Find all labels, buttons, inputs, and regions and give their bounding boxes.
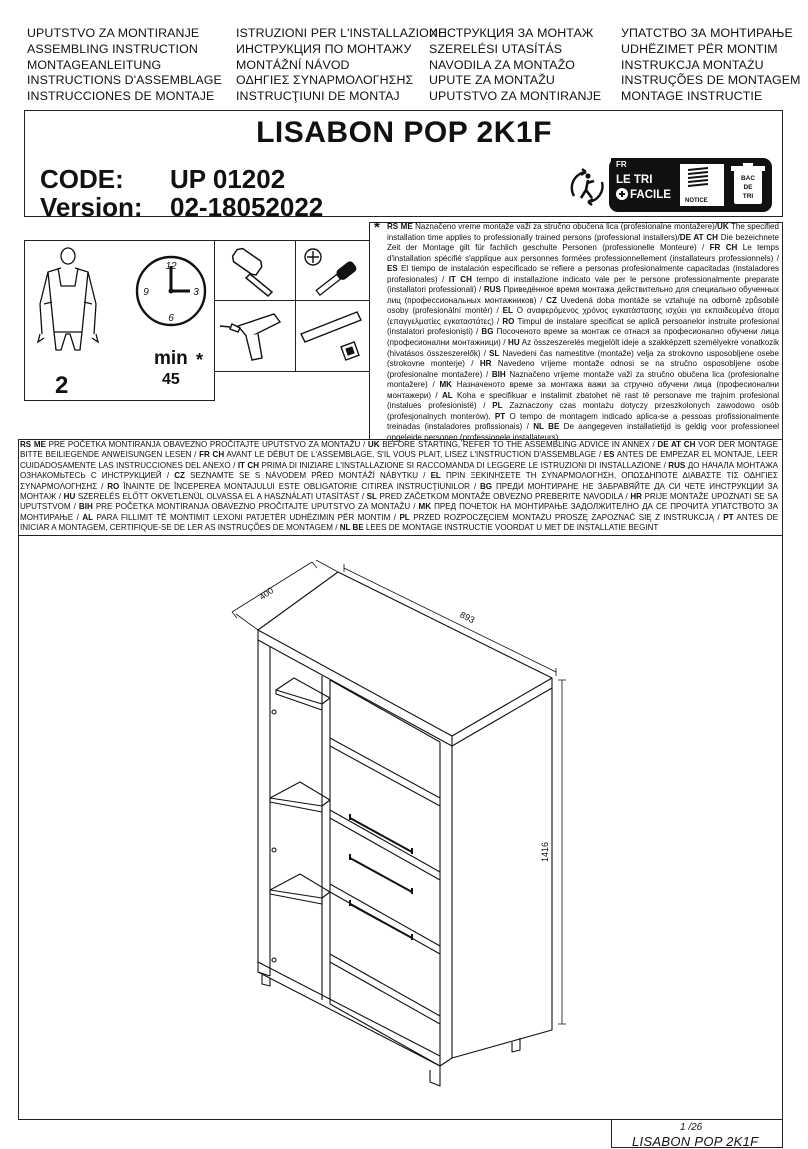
header-col-2 (236, 26, 446, 105)
level-icon (299, 304, 367, 368)
time-note-text: Naznačeno vreme montaže važi za stručno obučena lica (profesionalne montažere)/ (412, 222, 718, 231)
header-line: ASSEMBLING INSTRUCTION (27, 41, 198, 56)
lang-tag: ES (603, 450, 615, 460)
time-note-star: * (374, 219, 380, 236)
time-note-text: Naznačeno vrijeme montaže važi za stručno obučena lica (profesionalne montažere) / (387, 369, 779, 390)
advice-text: PRE POČETKA MONTIRANJA OBAVEZNO PROČITAJTE UPUTSTVO ZA MONTAŽU / (92, 502, 419, 512)
lang-tag: AL (82, 512, 94, 522)
width-dimension: 893 (458, 609, 477, 626)
advice-text: LEES DE MONTAGE INSTRUCTIE VOORDAT U MET DE INSTALLATIE BEGINT (363, 523, 659, 533)
lang-tag: RO (107, 481, 120, 491)
lang-tag: CZ (546, 295, 557, 305)
advice-text: PRED ZAČETKOM MONTAŽE OBVEZNO PREBERITE NAVODILA / (376, 492, 631, 502)
header-line: MONTAGE INSTRUCTIE (621, 89, 763, 104)
advice-text: PRZED ROZPOCZĘCIEM MONTAŻU PROSZĘ ZAPOZNAĆ SIĘ Z INSTRUKCJĄ / (409, 512, 724, 522)
header-line: ИНСТРУКЦИЯ ЗА МОНТАЖ (429, 26, 594, 40)
cabinet-drawing (200, 560, 600, 1120)
advice-text: PARA FILLIMIT TË MONTIMIT LEXONI PATJETËR UDHËZIMIN PËR MONTIM / (93, 512, 400, 522)
lang-tag: UK (367, 440, 380, 449)
lang-tag: SL (366, 492, 377, 502)
header-line: UPUTE ZA MONTAŽU (429, 73, 555, 88)
header-line: MONTAGEANLEITUNG (27, 57, 162, 72)
footer-product-name: LISABON POP 2K1F (632, 1134, 759, 1149)
advice-text: VOR DER MONTAGE BITTE BEILIEGENDE ANWEISUNGEN LESEN / (20, 440, 778, 460)
time-note-text: Koha e specifikuar e instalimit zbatohet në rast të personave me trajnim profesional (instalues profesionistë) / (387, 390, 779, 411)
time-note-text: Die bezeichnete Zeit der Montage gilt für fachlich geschulte Personen (professionelle Monteure) / (387, 232, 779, 253)
header-col-3 (429, 26, 601, 105)
bin-text: DE (743, 184, 753, 191)
lang-tag: DE AT CH (657, 440, 696, 449)
lang-tag: EL (502, 306, 513, 316)
lang-tag: AL (441, 390, 453, 400)
lang-tag: PT (494, 411, 506, 421)
lang-tag: IT CH (237, 460, 260, 470)
bin-text: BAC (740, 175, 756, 182)
header-line: УПАТСТВО ЗА МОНТИРАЊЕ (621, 26, 793, 40)
product-title: LISABON POP 2K1F (256, 116, 552, 149)
advice-text: PRIMA DI INIZIARE L'INSTALLAZIONE SI RACCOMANDA DI LEGGERE LE ISTRUZIONI DI INSTALLAZIONE / (259, 460, 669, 470)
advice-text: PRIJE MONTAŽE UPOZNATI SE SA UPUTSTVOM / (20, 492, 778, 512)
lang-tag: HR (630, 492, 642, 502)
clock-number: 9 (143, 287, 149, 298)
advice-text: SZERELÉS ELŐTT OKVETLENÜL OLVASSA EL A HASZNÁLATI UTASÍTÁST / (75, 492, 367, 502)
time-note-text: Navedeno vrijeme montaže odnosi se na stručno osposobljene osobe (profesionalne montažere) / (387, 359, 779, 379)
time-note-text: Zaznaczony czas montażu dotyczy przeszkolonych zawodowo osób (profesjonalnych monterów). (387, 401, 780, 421)
lang-tag: BIH (491, 369, 506, 379)
time-note-text: De aangegeven installatietijd is geldig voor professioneel opgeleide personen (professionele installateurs). (387, 422, 779, 442)
lang-tag: HU (63, 492, 76, 502)
time-note-text: Az összeszerelés megjelölt ideje a szakképzett személyekre vonatkozik (hivatásos összeszerelők) / (387, 338, 780, 358)
time-note-text: Посоченото време за монтаж се отнася за професионално обучени лица (професионални монтажници) / (387, 327, 779, 348)
lang-tag: BG (481, 327, 494, 337)
clock-number: 3 (193, 287, 199, 298)
triman-notice: NOTICE (685, 198, 708, 204)
lang-tag: BG (479, 481, 493, 491)
lang-tag: HR (479, 359, 492, 369)
lang-tag: MK (418, 502, 432, 512)
lang-tag: SL (489, 348, 500, 358)
header-line: SZERELÉSI UTASÍTÁS (429, 41, 563, 56)
bin-text: TRI (742, 193, 754, 200)
lang-tag: UK (717, 222, 729, 231)
version-label: Version: (40, 192, 143, 222)
lang-tag: NL BE (533, 422, 560, 432)
advice-text: ANTES DE EMPEZAR EL MONTAJE, LEER CUIDADOSAMENTE LAS INSTRUCCIONES DEL ANEXO / (20, 450, 778, 470)
lang-tag: PL (399, 512, 410, 522)
header-line: INSTRUCŢIUNI DE MONTAJ (236, 89, 400, 104)
triman-logo (566, 156, 774, 214)
lang-tag: DE AT CH (679, 232, 718, 242)
code-label: CODE: (40, 164, 124, 194)
header-line: UPUTSTVO ZA MONTIRANJE (27, 26, 200, 40)
lang-tag: ES (387, 264, 398, 274)
advice-text: ÎNAINTE DE ÎNCEPEREA MONTAJULUI ESTE OBLIGATORIE CITIREA INSTRUCŢIUNILOR / (119, 481, 480, 491)
header-line: ISTRUZIONI PER L'INSTALLAZIONE (236, 26, 447, 40)
advice-text: PRE POČETKA MONTIRANJA OBAVEZNO PROČITAJTE UPUTSTVO ZA MONTAŽU / (45, 440, 368, 449)
advice-text: AVANT LE DÉBUT DE L'ASSEMBLAGE, S'IL VOUS PLAIT, LISEZ L'INSTRUCTION D'ASSEMBLAGE / (224, 450, 604, 460)
lang-tag: FR CH (709, 243, 738, 253)
drawer-handles (350, 814, 412, 940)
header-line: INSTRUKCJA MONTAŻU (621, 57, 764, 72)
clock-icon (134, 254, 208, 328)
clock-number: 12 (165, 261, 177, 272)
triman-icon (572, 169, 603, 205)
lang-tag: CZ (174, 471, 185, 481)
lang-tag: RUS (483, 285, 501, 295)
time-note-text: O tempo de montagem indicado aplica-se a pessoas profissionalmente treinadas (instaladores profissionais) / (387, 411, 779, 432)
header-line: INSTRUÇÕES DE MONTAGEM (621, 73, 801, 88)
lang-tag: BIH (78, 502, 93, 512)
header-col-1 (27, 26, 222, 105)
lang-tag: HU (508, 338, 520, 348)
time-note-text: tempo di installazione indicato vale per le persone professionalmente preparate (installatori professionali) / (387, 274, 779, 295)
advice-text: SEZNAMTE SE S NÁVODEM PŘED MONTÁŽÍ NÁBYTKU / (184, 471, 431, 481)
triman-line1: LE TRI (616, 174, 653, 186)
advice-text: ДО НАЧАЛА МОНТАЖА ОЗНАКОМЬТЕСЬ С ИНСТРУКЦИЕЙ / (20, 460, 779, 481)
lang-tag: FR CH (199, 450, 225, 460)
lang-tag: PT (723, 512, 734, 522)
min-star: * (196, 350, 204, 370)
min-label: min (154, 348, 188, 369)
persons-count: 2 (55, 372, 69, 399)
lang-tag: MK (439, 380, 452, 390)
advice-text: ПРЕДИ МОНТИРАНЕ НЕ ЗАБРАВЯЙТЕ ДА СИ ЧЕТЕ ИНСТРУКЦИИ ЗА МОНТАЖ / (20, 481, 778, 502)
lang-tag: IT CH (448, 274, 472, 284)
advice-text: ANTES DE INICIAR A MONTAGEM, CERTIFIQUE-SE DE LER AS INSTRUÇÕES DE MONTAGEM / (20, 512, 778, 533)
time-note-paragraph (387, 222, 779, 443)
header-line: NAVODILA ZA MONTAŽO (429, 57, 576, 72)
height-dimension: 1416 (540, 841, 550, 863)
triman-country: FR (616, 160, 627, 169)
lang-tag: RS ME (387, 222, 413, 231)
screwdriver-icon (299, 244, 367, 298)
advice-text: BEFORE STARTING, REFER TO THE ASSEMBLING ADVICE IN ANNEX / (379, 440, 658, 449)
page-number: 1 /26 (680, 1122, 703, 1133)
code-value: UP 01202 (170, 164, 286, 194)
header-col-4 (621, 26, 801, 105)
advice-text: ПРЕД ПОЧЕТОК НА МОНТИРАЊЕ ЗАДОЛЖИТЕЛНО ДА СЕ ПРОЧИТА УПАТСТВОТО ЗА МОНТИРАЊЕ / (20, 502, 778, 522)
time-note-text: Назначеното време за монтажа важи за стручно обучени лица (професионални монтажери) / (387, 380, 779, 400)
header-line: ИНСТРУКЦИЯ ПО МОНТАЖУ (236, 41, 412, 56)
lang-tag: RO (502, 316, 515, 326)
clock-number: 6 (168, 313, 174, 324)
lang-tag: PL (492, 401, 503, 411)
time-note-text: Navedeni čas namestitve (montaže) velja za strokovno usposobljene osebe (strokovne monterje) / (387, 348, 779, 369)
time-note-text: Timpul de instalare specificat se aplică persoanelor instruite profesional (instalatori profesioniști) / (387, 316, 780, 337)
header-line: UPUTSTVO ZA MONTIRANJE (429, 89, 602, 104)
triman-line2: FACILE (630, 189, 671, 201)
time-note-text: Uvedená doba montáže se vztahuje na odborně způsobilé osoby (profesionální montér) / (387, 295, 779, 316)
header-line: INSTRUCTIONS D'ASSEMBLAGE (27, 73, 222, 88)
lang-tag: RUS (668, 460, 686, 470)
lang-tag: NL BE (339, 523, 364, 533)
header-line: UDHËZIMET PËR MONTIM (621, 41, 778, 56)
version-value: 02-18052022 (170, 192, 324, 222)
time-note-text: El tiempo de instalación especificado se refiere a personas profesionalmente capacitadas (instaladores profesionales) / (387, 264, 779, 284)
time-note-text: Le temps d'installation spécifié s'applique aux personnes formées professionnellement (installateurs professionnels) / (387, 243, 779, 263)
header-line: INSTRUCCIONES DE MONTAJE (27, 89, 215, 104)
time-note-text: Приведённое время монтажа действительно для специально обученных лиц (профессиональных монтажников) / (387, 285, 779, 305)
time-note-text: Ο αναφερόμενος χρόνος εγκατάστασης ισχύει για εκπαιδευμένα άτομα (επαγγελματίες εγκαταστάτες) / (387, 306, 779, 326)
header-line: MONTÁŽNÍ NÁVOD (236, 57, 350, 72)
advice-text: ΠΡΙΝ ΞΕΚΙΝΗΣΕΤΕ ΤΗ ΣΥΝΑΡΜΟΛΟΓΗΣΗ, ΟΠΩΣΔΗΠΟΤΕ ΔΙΑΒΑΣΤΕ ΤΙΣ ΟΔΗΓΙΕΣ ΣΥΝΑΡΜΟΛΟΓΗΣΗΣ / (20, 471, 778, 491)
drill-icon (218, 304, 292, 368)
advice-paragraph (20, 440, 778, 534)
lang-tag: RS ME (20, 440, 46, 449)
depth-dimension: 400 (257, 585, 276, 602)
lang-tag: EL (430, 471, 441, 481)
time-note-text: The specified installation time applies to professionally trained persons (professional installers)/ (387, 222, 779, 242)
hammer-icon (218, 244, 292, 298)
minutes-value: 45 (162, 371, 180, 388)
header-line: ΟΔΗΓΙΕΣ ΣΥΝΑΡΜΟΛΟΓΗΣΗΣ (236, 73, 414, 88)
